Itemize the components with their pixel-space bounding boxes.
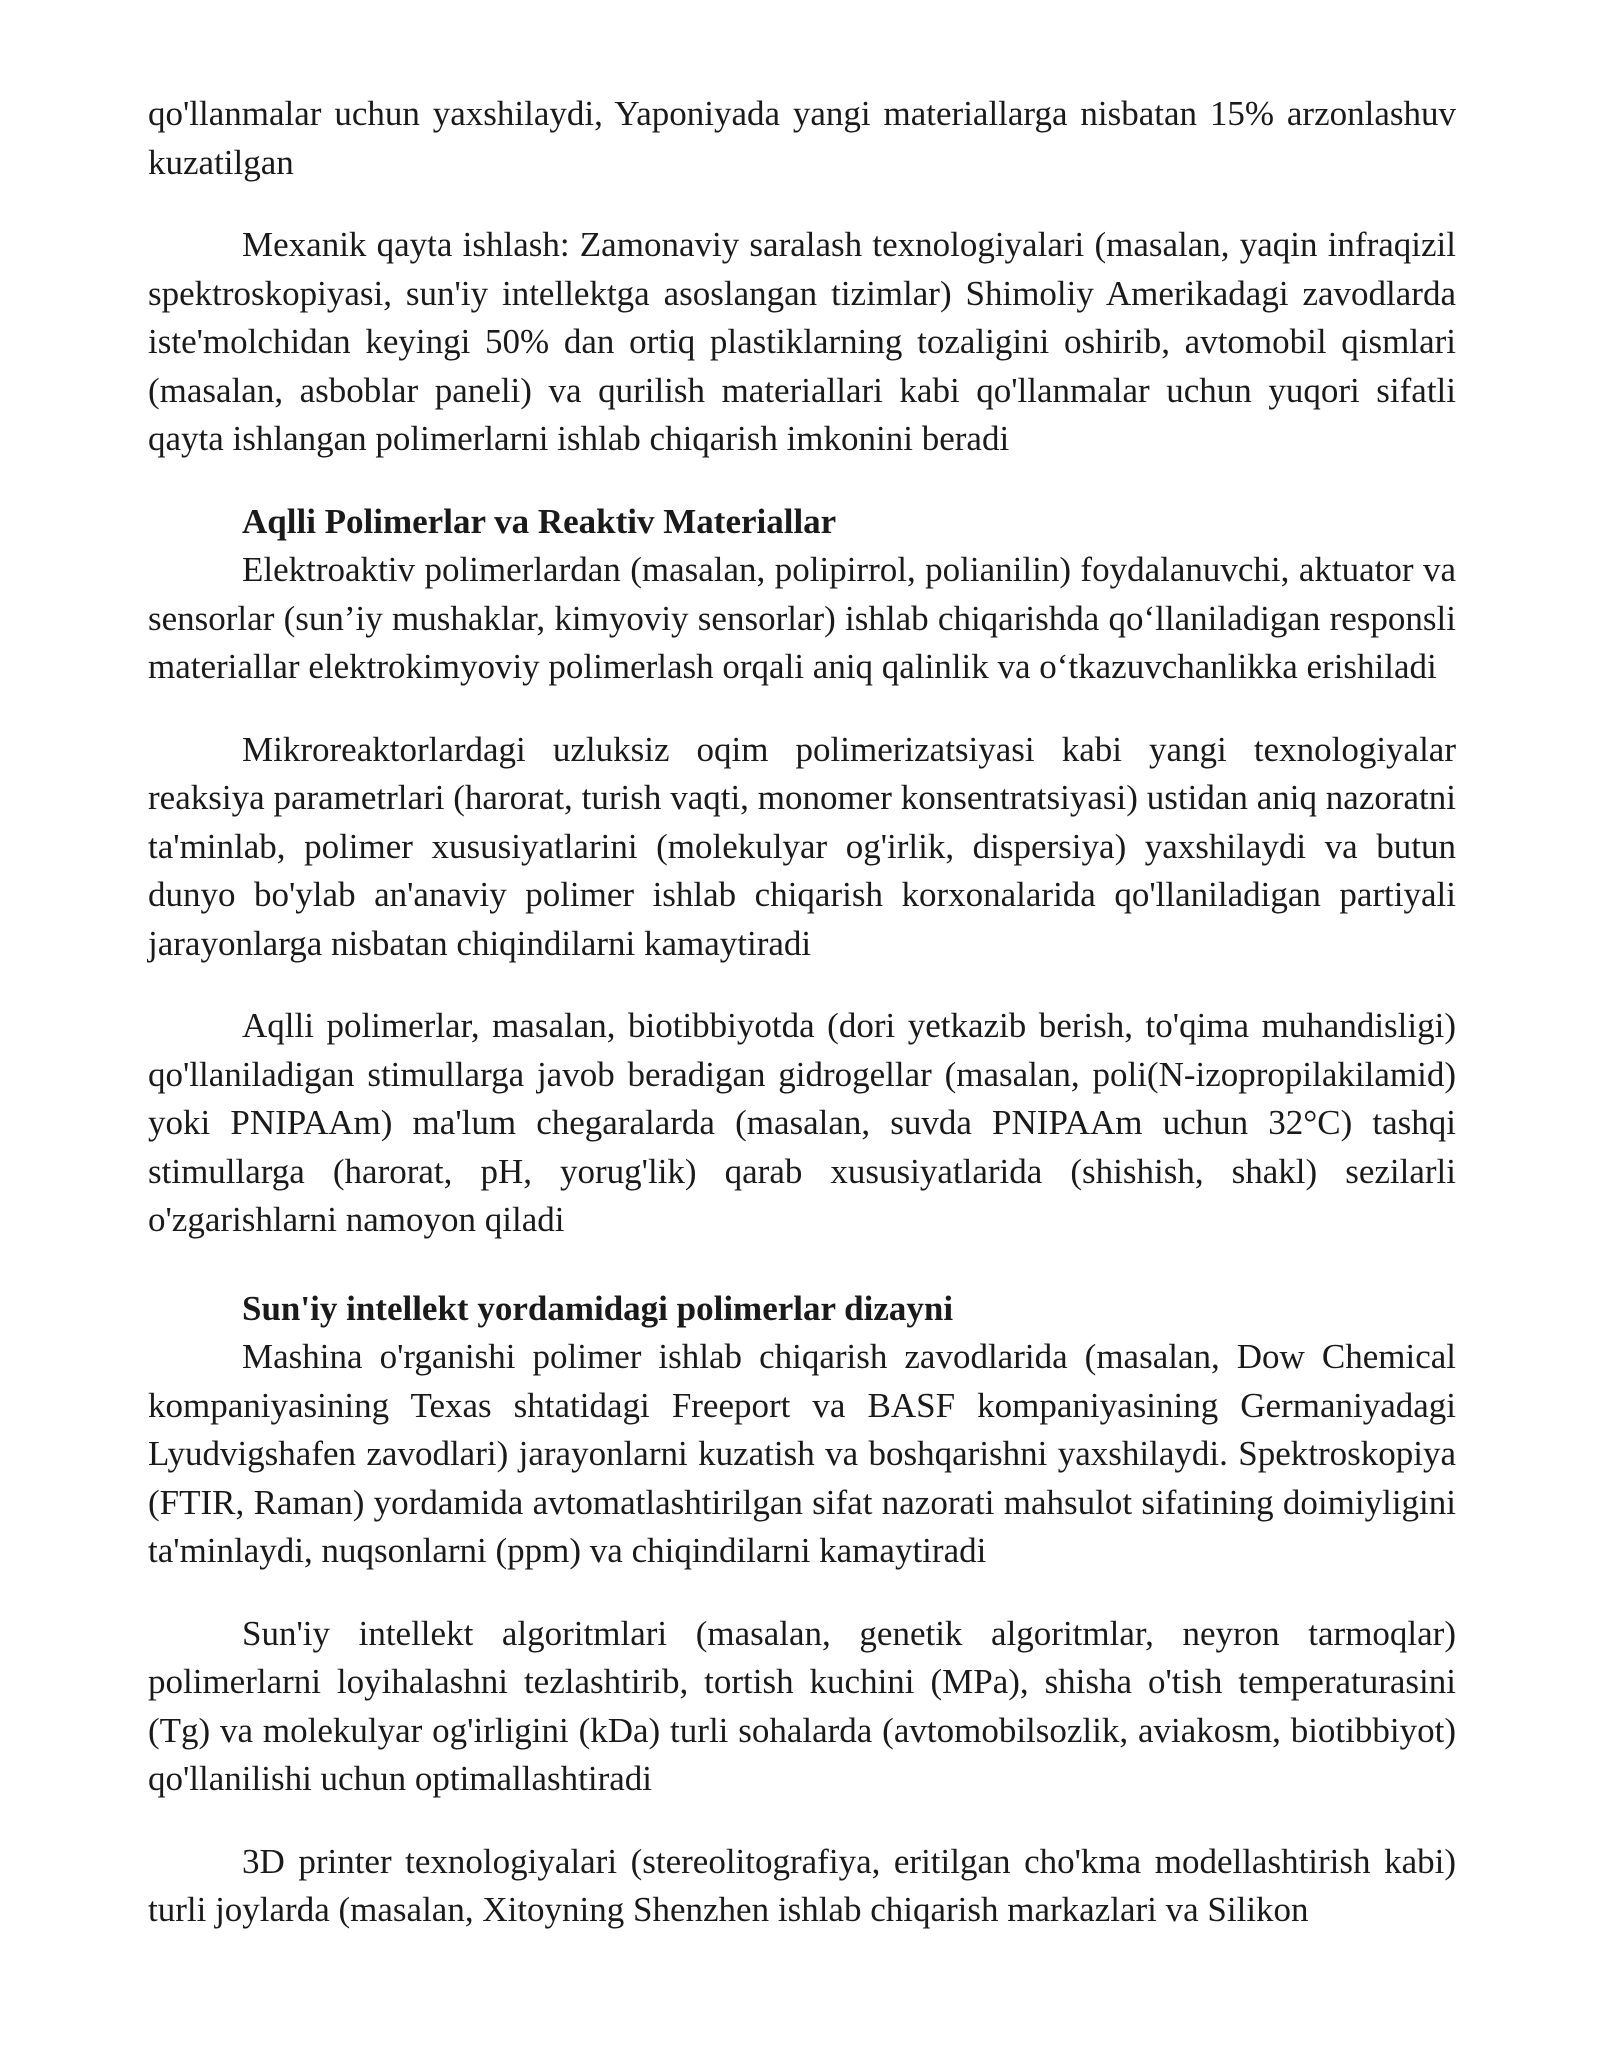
section-heading-smart-polymers: Aqlli Polimerlar va Reaktiv Materiallar [242, 501, 837, 541]
section-heading-ai-polymer-design: Sun'iy intellekt yordamidagi polimerlar dizayni [242, 1288, 954, 1328]
paragraph-electroactive-polymers: Elektroaktiv polimerlardan (masalan, polipirrol, polianilin) foydalanuvchi, aktuator va sensorlar (sun’iy mushaklar, kimyoviy sensorlar) ishlab chiqarishda qo‘llaniladigan responsli materiallar elektrokimyoviy polimerlash orqali aniq qalinlik va o‘tkazuvchanlikka erishiladi [148, 550, 1456, 686]
paragraph-smart-hydrogels: Aqlli polimerlar, masalan, biotibbiyotda (dori yetkazib berish, to'qima muhandisligi) qo'llaniladigan stimullarga javob beradigan gidrogellar (masalan, poli(N-izopropilakilamid) yoki PNIPAAm) ma'lum chegaralarda (masalan, suvda PNIPAAm uchun 32°C) tashqi stimullarga (harorat, pH, yorug'lik) qarab xususiyatlarida (shishish, shakl) sezilarli o'zgarishlarni namoyon qiladi [148, 1006, 1456, 1239]
paragraph-mechanical-recycling: Mexanik qayta ishlash: Zamonaviy saralash texnologiyalari (masalan, yaqin infraqizil spektroskopiyasi, sun'iy intellektga asoslangan tizimlar) Shimoliy Amerikadagi zavodlarda iste'molchidan keyingi 50% dan ortiq plastiklarning tozaligini oshirib, avtomobil qismlari (masalan, asboblar paneli) va qurilish materiallari kabi qo'llanmalar uchun yuqori sifatli qayta ishlangan polimerlarni ishlab chiqarish imkonini beradi [148, 225, 1456, 458]
paragraph-continued: qo'llanmalar uchun yaxshilaydi, Yaponiyada yangi materiallarga nisbatan 15% arzonlashuv kuzatilgan [148, 94, 1456, 182]
paragraph-ai-algorithms: Sun'iy intellekt algoritmlari (masalan, genetik algoritmlar, neyron tarmoqlar) polimerlarni loyihalashni tezlashtirib, tortish kuchini (MPa), shisha o'tish temperaturasini (Tg) va molekulyar og'irligini (kDa) turli sohalarda (avtomobilsozlik, aviakosm, biotibbiyot) qo'llanilishi uchun optimallashtiradi [148, 1613, 1456, 1798]
paragraph-3d-printing: 3D printer texnologiyalari (stereolitografiya, eritilgan cho'kma modellashtirish kabi) turli joylarda (masalan, Xitoyning Shenzhen ishlab chiqarish markazlari va Silikon [148, 1841, 1456, 1929]
paragraph-flow-polymerization: Mikroreaktorlardagi uzluksiz oqim polimerizatsiyasi kabi yangi texnologiyalar reaksiya parametrlari (harorat, turish vaqti, monomer konsentratsiyasi) ustidan aniq nazoratni ta'minlab, polimer xususiyatlarini (molekulyar og'irlik, dispersiya) yaxshilaydi va butun dunyo bo'ylab an'anaviy polimer ishlab chiqarish korxonalarida qo'llaniladigan partiyali jarayonlarga nisbatan chiqindilarni kamaytiradi [148, 729, 1456, 963]
document-page [148, 90, 1456, 1935]
paragraph-machine-learning: Mashina o'rganishi polimer ishlab chiqarish zavodlarida (masalan, Dow Chemical kompaniyasining Texas shtatidagi Freeport va BASF kompaniyasining Germaniyadagi Lyudvigshafen zavodlari) jarayonlarni kuzatish va boshqarishni yaxshilaydi. Spektroskopiya (FTIR, Raman) yordamida avtomatlashtirilgan sifat nazorati mahsulot sifatining doimiyligini ta'minlaydi, nuqsonlarni (ppm) va chiqindilarni kamaytiradi [148, 1337, 1456, 1570]
